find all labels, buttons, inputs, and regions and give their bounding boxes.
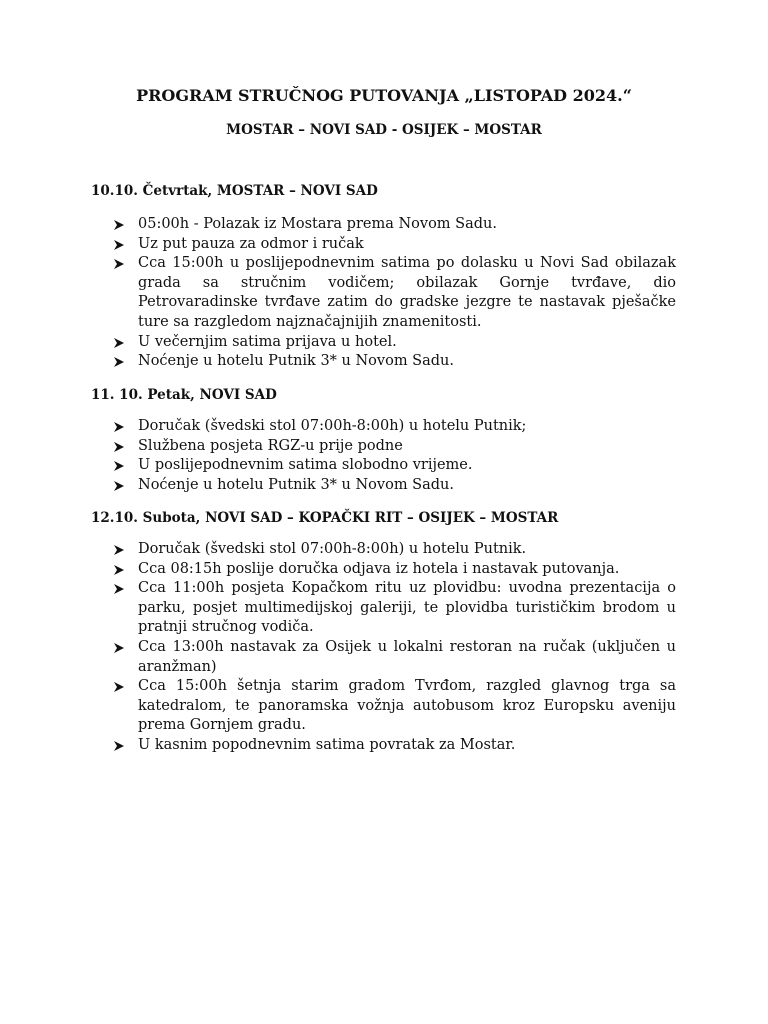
- list-item: [113, 540, 676, 560]
- list-item: [113, 437, 676, 457]
- list-item: [113, 677, 676, 736]
- list-item: [113, 254, 676, 332]
- list-item: [113, 456, 676, 476]
- arrow-bullet-icon: [113, 219, 125, 231]
- day-heading-3: 12.10. Subota, NOVI SAD – KOPAČKI RIT – OSIJEK – MOSTAR: [91, 510, 559, 526]
- list-item-text: U poslijepodnevnim satima slobodno vrijeme.: [138, 457, 473, 474]
- list-item: [113, 352, 676, 372]
- arrow-bullet-icon: [113, 337, 125, 349]
- list-item: [113, 476, 676, 496]
- arrow-bullet-icon: [113, 239, 125, 251]
- arrow-bullet-icon: [113, 441, 125, 453]
- list-item-text: Noćenje u hotelu Putnik 3* u Novom Sadu.: [138, 353, 454, 370]
- list-item-text: Cca 11:00h posjeta Kopačkom ritu uz plovidbu: uvodna prezentacija o parku, posjet multimedijskoj galeriji, te plovidba turističkim brodom u pratnji stručnog vodiča.: [138, 580, 676, 636]
- day-heading-1: 10.10. Četvrtak, MOSTAR – NOVI SAD: [91, 183, 378, 199]
- day-3-list: [113, 540, 676, 756]
- arrow-bullet-icon: [113, 258, 125, 270]
- list-item: [113, 417, 676, 437]
- list-item: [113, 235, 676, 255]
- arrow-bullet-icon: [113, 583, 125, 595]
- page-title: PROGRAM STRUČNOG PUTOVANJA „LISTOPAD 2024.“: [136, 86, 632, 105]
- list-item-text: Cca 13:00h nastavak za Osijek u lokalni restoran na ručak (uključen u aranžman): [138, 638, 676, 675]
- list-item-text: Noćenje u hotelu Putnik 3* u Novom Sadu.: [138, 476, 454, 493]
- list-item-text: Uz put pauza za odmor i ručak: [138, 235, 364, 252]
- arrow-bullet-icon: [113, 681, 125, 693]
- arrow-bullet-icon: [113, 356, 125, 368]
- day-2-list: [113, 417, 676, 495]
- arrow-bullet-icon: [113, 460, 125, 472]
- list-item: [113, 579, 676, 638]
- list-item-text: Doručak (švedski stol 07:00h-8:00h) u hotelu Putnik;: [138, 418, 527, 434]
- list-item-text: Cca 15:00h šetnja starim gradom Tvrđom, razgled glavnog trga sa katedralom, te panoramska vožnja autobusom kroz Europsku aveniju prema Gornjem gradu.: [138, 678, 676, 734]
- list-item-text: U kasnim popodnevnim satima povratak za Mostar.: [138, 736, 516, 753]
- arrow-bullet-icon: [113, 642, 125, 654]
- list-item-text: Službena posjeta RGZ-u prije podne: [138, 437, 403, 454]
- list-item-text: Cca 15:00h u poslijepodnevnim satima po dolasku u Novi Sad obilazak grada sa stručnim vodičem; obilazak Gornje tvrđave, dio Petrovaradinske tvrđave zatim do gradske jezgre te nastavak pješačke ture sa razgledom najznačajnijih znamenitosti.: [138, 255, 676, 330]
- arrow-bullet-icon: [113, 544, 125, 556]
- list-item: [113, 638, 676, 677]
- list-item: [113, 333, 676, 353]
- route-subtitle: MOSTAR – NOVI SAD - OSIJEK – MOSTAR: [226, 122, 542, 138]
- list-item: [113, 560, 676, 580]
- arrow-bullet-icon: [113, 564, 125, 576]
- list-item-text: U večernjim satima prijava u hotel.: [138, 333, 397, 350]
- list-item: [113, 215, 676, 235]
- day-heading-2: 11. 10. Petak, NOVI SAD: [91, 387, 277, 403]
- list-item: [113, 736, 676, 756]
- arrow-bullet-icon: [113, 740, 125, 752]
- list-item-text: Doručak (švedski stol 07:00h-8:00h) u hotelu Putnik.: [138, 541, 527, 557]
- arrow-bullet-icon: [113, 480, 125, 492]
- list-item-text: Cca 08:15h poslije doručka odjava iz hotela i nastavak putovanja.: [138, 560, 620, 577]
- arrow-bullet-icon: [113, 421, 125, 433]
- list-item-text: 05:00h - Polazak iz Mostara prema Novom Sadu.: [138, 216, 497, 232]
- day-1-list: [113, 215, 676, 372]
